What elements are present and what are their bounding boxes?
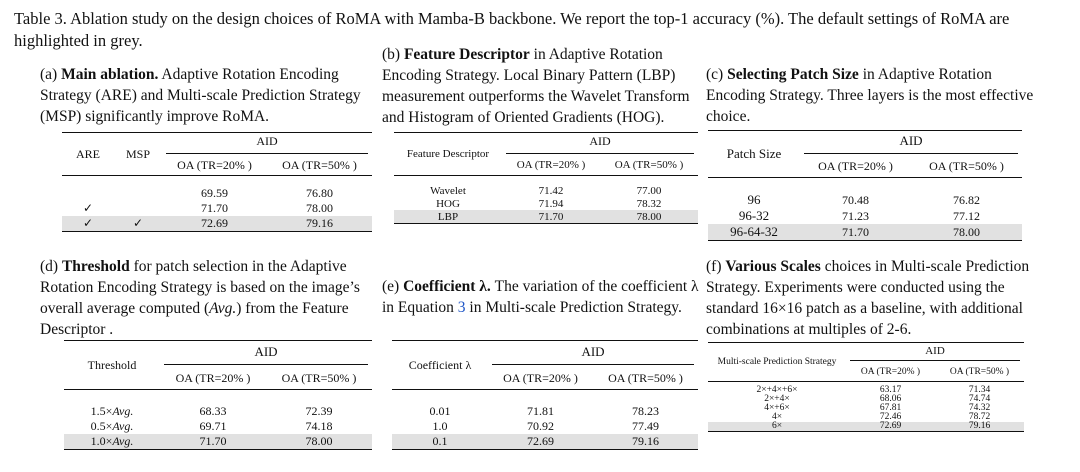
caption-f-label: (f)	[706, 258, 726, 275]
header-aid-a: AID	[162, 133, 372, 156]
table-caption: Table 3. Ablation study on the design choices of RoMA with Mamba-B backbone. We report the top-1 accuracy (%). The default settings of RoMA are highlighted in grey.	[14, 9, 1010, 50]
header-aid-d: AID	[160, 341, 372, 368]
caption-a	[40, 64, 376, 127]
caption-d-text: for patch selection in the Adaptive Rotation Encoding Strategy is based on the image’s overall average computed (	[40, 258, 360, 317]
table-row: Wavelet 71.42 77.00	[430, 184, 662, 197]
caption-a-text: Adaptive Rotation Encoding Strategy (ARE) and Multi-scale Prediction Strategy (MSP) significantly improve RoMA.	[40, 66, 361, 125]
equation-link[interactable]: 3	[457, 299, 466, 316]
header-patch-size: Patch Size	[708, 131, 800, 178]
caption-d-avg: Avg.	[209, 300, 237, 317]
table-row: 0.1 72.69 79.16	[392, 434, 698, 450]
table-f	[708, 342, 1024, 432]
table-row: 0.01 71.81 78.23	[429, 404, 659, 418]
caption-d	[40, 256, 378, 340]
caption-c-bold: Selecting Patch Size	[727, 66, 859, 83]
header-tr20-d: OA (TR=20% )	[160, 367, 266, 390]
table-row: 96 70.48 76.82	[747, 192, 980, 207]
table-row: HOG 71.94 78.32	[436, 197, 662, 210]
header-aid-e: AID	[488, 341, 698, 368]
caption-d-bold: Threshold	[61, 258, 130, 275]
caption-b-text: in Adaptive Rotation Encoding Strategy. Local Binary Pattern (LBP) measurement outperforms the Wavelet Transform and Histogram of Oriented Gradients (HOG).	[382, 46, 690, 126]
header-multiscale: Multi-scale Prediction Strategy	[708, 343, 846, 382]
header-tr20-f: OA (TR=20% )	[846, 362, 935, 382]
caption-f-text: choices in Multi-scale Prediction Strategy. Experiments were conducted using the standard 16×16 patch as a baseline, with additional combinations at multiples of 2-6.	[706, 258, 1030, 338]
table-row: 0.5×Avg. 69.71 74.18	[90, 419, 333, 433]
table-b	[394, 132, 698, 224]
caption-d-label: (d)	[40, 258, 62, 275]
table-row: ✓ 71.70 78.00	[82, 201, 333, 215]
caption-e-bold: Coefficient λ.	[403, 278, 491, 295]
table-row: LBP 71.70 78.00	[394, 210, 698, 224]
caption-d-text2: ) from the Feature Descriptor .	[40, 300, 349, 338]
caption-e	[382, 276, 704, 318]
table-c	[708, 130, 1022, 241]
header-aid-b: AID	[502, 133, 698, 156]
header-tr50-c: OA (TR=50% )	[911, 155, 1022, 178]
caption-b-bold: Feature Descriptor	[403, 46, 530, 63]
header-tr50-f: OA (TR=50% )	[935, 362, 1024, 382]
table-row: ✓ ✓ 72.69 79.16	[62, 216, 372, 232]
caption-b-label: (b)	[382, 46, 404, 63]
caption-a-bold: Main ablation.	[61, 66, 159, 83]
header-threshold: Threshold	[64, 341, 160, 390]
caption-a-label: (a)	[40, 66, 62, 83]
header-tr20-e: OA (TR=20% )	[488, 367, 593, 390]
header-coefficient: Coefficient λ	[392, 341, 488, 390]
table-row: 96-64-32 71.70 78.00	[708, 224, 1022, 241]
table-d	[64, 340, 372, 450]
header-tr50-e: OA (TR=50% )	[593, 367, 698, 390]
caption-c-label: (c)	[706, 66, 728, 83]
table-row: 6× 72.69 79.16	[708, 422, 1024, 432]
table-row: 96-32 71.23 77.12	[738, 208, 980, 223]
table-row: 4×+6× 67.81 74.32	[764, 403, 991, 413]
table-row: 1.0×Avg. 71.70 78.00	[64, 434, 372, 450]
table-row: 2×+4×+6× 63.17 71.34	[756, 385, 991, 395]
caption-f-bold: Various Scales	[725, 258, 821, 275]
caption-e-text: The variation of the coefficient λ in Equation	[382, 278, 699, 316]
header-aid-f: AID	[846, 343, 1024, 363]
header-tr50-d: OA (TR=50% )	[266, 367, 372, 390]
table-row: 1.0 70.92 77.49	[432, 419, 659, 433]
table-e	[392, 340, 698, 450]
header-feature-descriptor: Feature Descriptor	[394, 133, 502, 176]
header-tr20-a: OA (TR=20% )	[162, 155, 267, 176]
table-a	[62, 132, 372, 232]
header-tr20-c: OA (TR=20% )	[800, 155, 911, 178]
caption-e-text2: in Multi-scale Prediction Strategy.	[465, 299, 682, 316]
header-tr50-b: OA (TR=50% )	[600, 155, 698, 176]
caption-c	[706, 64, 1046, 127]
header-are: ARE	[62, 133, 114, 176]
caption-c-text: in Adaptive Rotation Encoding Strategy. Three layers is the most effective choice.	[706, 66, 1034, 125]
table-row: 4× 72.46 78.72	[771, 412, 991, 422]
header-aid-c: AID	[800, 131, 1022, 156]
header-tr20-b: OA (TR=20% )	[502, 155, 600, 176]
table-row: 1.5×Avg. 68.33 72.39	[90, 404, 333, 418]
table-row: 2×+4× 68.06 74.74	[764, 394, 991, 404]
table-row: 69.59 76.80	[201, 186, 333, 200]
caption-e-label: (e)	[382, 278, 404, 295]
header-msp: MSP	[114, 133, 162, 176]
header-tr50-a: OA (TR=50% )	[267, 155, 372, 176]
caption-f	[706, 256, 1046, 340]
caption-b	[382, 44, 704, 128]
